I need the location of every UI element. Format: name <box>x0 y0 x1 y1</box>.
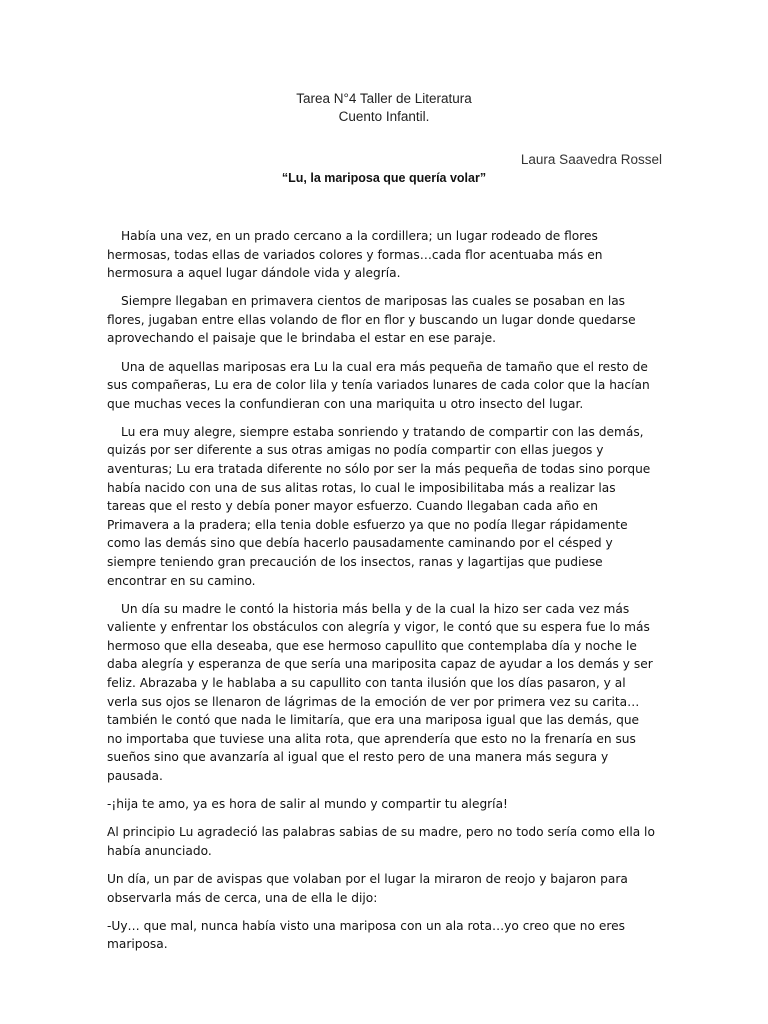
dialogue-line: -¡hija te amo, ya es hora de salir al mundo y compartir tu alegría! <box>107 797 508 812</box>
dialogue-line: -Uy… que mal, nunca había visto una mariposa con un ala rota…yo creo que no eres mariposa. <box>107 918 625 952</box>
paragraph: Había una vez, en un prado cercano a la cordillera; un lugar rodeado de flores hermosas, todas ellas de variados colores y formas…cada flor acentuaba más en hermosura a aquel lugar dándole vida y alegría. <box>107 229 603 281</box>
paragraph: Siempre llegaban en primavera cientos de mariposas las cuales se posaban en las flores, jugaban entre ellas volando de flor en flor y buscando un lugar donde quedarse aprovechando el paisaje que le brindaba el estar en ese paraje. <box>107 294 636 346</box>
assignment-subtitle: Cuento Infantil. <box>338 109 430 124</box>
paragraph: Un día, un par de avispas que volaban por el lugar la miraron de reojo y bajaron para observarla más de cerca, una de ella le dijo: <box>107 871 628 905</box>
paragraph: Al principio Lu agradeció las palabras sabias de su madre, pero no todo sería como ella lo había anunciado. <box>107 825 655 858</box>
story-body <box>107 227 657 963</box>
paragraph: Un día su madre le contó la historia más bella y de la cual la hizo ser cada vez más valiente y enfrentar los obstáculos con alegría y vigor, le contó que su espera fue lo más hermoso que ella deseaba, que ese hermoso capullito que contemplaba día y noche le daba alegría y esperanza de que sería una mariposita capaz de ayudar a los demás y ser feliz. Abrazaba y le hablaba a su capullito con tanta ilusión que los días pasaron, y al verla sus ojos se llenaron de lágrimas de la emoción de ver por primera vez su carita…también le contó que nada le limitaría, que era una mariposa igual que las demás, que no importaba que tuviese una alita rota, que aprendería que esto no la frenaría en sus sueños sino que avanzaría al igual que el resto pero de una manera más segura y pausada. <box>107 601 653 784</box>
paragraph: Una de aquellas mariposas era Lu la cual era más pequeña de tamaño que el resto de sus compañeras, Lu era de color lila y tenía variados lunares de cada color que la hacían que muchas veces la confundieran con una mariquita u otro insecto del lugar. <box>107 359 650 411</box>
author-name: Laura Saavedra Rossel <box>520 152 662 167</box>
paragraph: Lu era muy alegre, siempre estaba sonriendo y tratando de compartir con las demás, quizás por ser diferente a sus otras amigas no podía compartir con ellas juegos y aventuras; Lu era tratada diferente no sólo por ser la más pequeña de todas sino porque había nacido con una de sus alitas rotas, lo cual le imposibilitaba más a realizar las tareas que el resto y debía poner mayor esfuerzo. Cuando llegaban cada año en Primavera a la pradera; ella tenia doble esfuerzo ya que no podía llegar rápidamente como las demás sino que debía hacerlo pausadamente caminando por el césped y siempre teniendo gran precaución de los insectos, ranas y lagartijas que pudiese encontrar en su camino. <box>107 424 651 588</box>
document-header <box>0 90 768 126</box>
assignment-title: Tarea N°4 Taller de Literatura <box>296 91 472 106</box>
story-title: “Lu, la mariposa que quería volar” <box>281 171 487 185</box>
